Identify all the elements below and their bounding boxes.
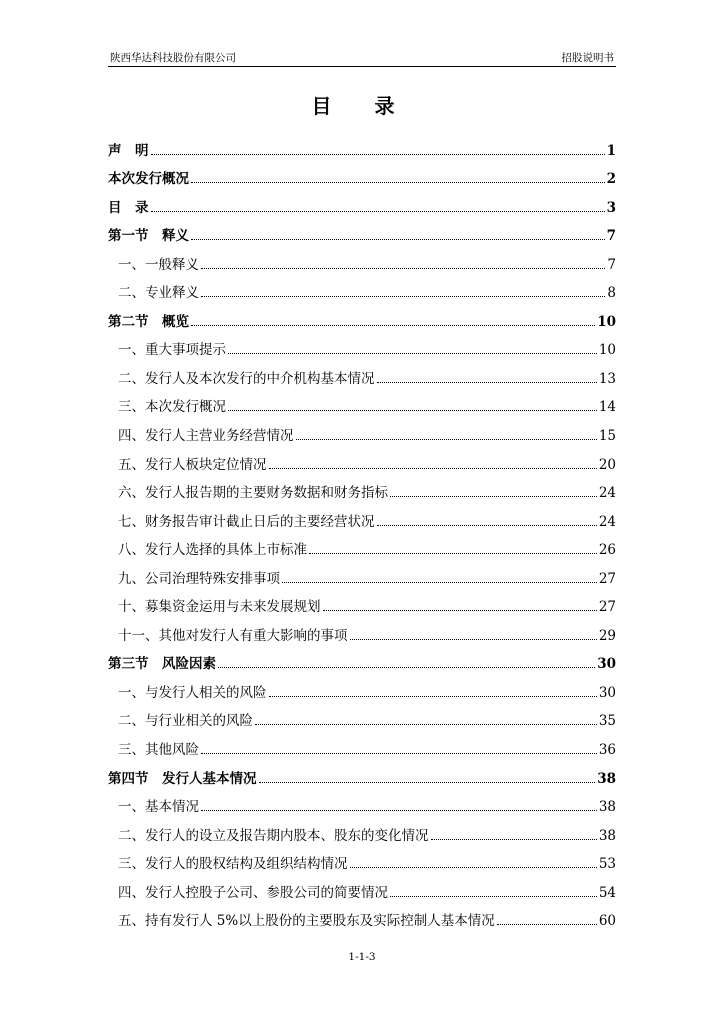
toc-leader-dots xyxy=(259,782,596,783)
toc-leader-dots xyxy=(282,582,597,583)
toc-entry-page: 24 xyxy=(598,513,616,530)
toc-entry[interactable] xyxy=(108,301,616,330)
toc-entry[interactable] xyxy=(108,530,616,559)
toc-entry-page: 36 xyxy=(598,742,616,759)
toc-leader-dots xyxy=(191,239,605,240)
toc-leader-dots xyxy=(255,724,597,725)
toc-leader-dots xyxy=(350,639,597,640)
toc-entry-page: 53 xyxy=(598,856,616,873)
toc-leader-dots xyxy=(377,525,597,526)
toc-entry-page: 3 xyxy=(606,199,616,216)
toc-entry-label: 十、募集资金运用与未来发展规划 xyxy=(118,599,321,616)
toc-entry-label: 十一、其他对发行人有重大影响的事项 xyxy=(118,627,348,644)
toc-leader-dots xyxy=(228,410,597,411)
toc-entry-page: 35 xyxy=(598,713,616,730)
toc-leader-dots xyxy=(431,839,597,840)
toc-entry-label: 七、财务报告审计截止日后的主要经营状况 xyxy=(118,513,375,530)
toc-entry-page: 10 xyxy=(597,313,616,330)
toc-entry-label: 第一节 释义 xyxy=(108,228,189,245)
toc-entry-page: 38 xyxy=(598,827,616,844)
toc-entry[interactable] xyxy=(108,187,616,216)
page-number: 1-1-3 xyxy=(348,951,376,963)
toc-entry-label: 九、公司治理特殊安排事项 xyxy=(118,570,280,587)
toc-entry-label: 五、发行人板块定位情况 xyxy=(118,456,267,473)
toc-entry-label: 八、发行人选择的具体上市标准 xyxy=(118,542,307,559)
toc-entry-label: 一、重大事项提示 xyxy=(118,342,226,359)
toc-entry-page: 29 xyxy=(598,627,616,644)
toc-entry-page: 38 xyxy=(597,770,616,787)
toc-leader-dots xyxy=(323,610,597,611)
header-doc-type: 招股说明书 xyxy=(561,52,614,64)
toc-entry[interactable] xyxy=(108,330,616,359)
toc-entry[interactable] xyxy=(108,844,616,873)
toc-entry-label: 三、发行人的股权结构及组织结构情况 xyxy=(118,856,348,873)
toc-leader-dots xyxy=(201,810,597,811)
toc-entry-label: 二、发行人及本次发行的中介机构基本情况 xyxy=(118,370,375,387)
toc-entry[interactable] xyxy=(108,358,616,387)
toc-entry-label: 六、发行人报告期的主要财务数据和财务指标 xyxy=(118,485,388,502)
toc-leader-dots xyxy=(191,325,595,326)
toc-entry-page: 38 xyxy=(598,799,616,816)
toc-entry-page: 30 xyxy=(598,684,616,701)
toc-leader-dots xyxy=(228,353,597,354)
toc-entry-page: 15 xyxy=(598,428,616,445)
toc-leader-dots xyxy=(390,496,597,497)
toc-leader-dots xyxy=(191,182,605,183)
toc-entry[interactable] xyxy=(108,415,616,444)
toc-leader-dots xyxy=(269,696,597,697)
toc-entry[interactable] xyxy=(108,901,616,930)
toc-leader-dots xyxy=(296,439,597,440)
toc-entry[interactable] xyxy=(108,558,616,587)
toc-entry-page: 8 xyxy=(607,285,616,302)
toc-entry-page: 10 xyxy=(598,342,616,359)
toc-entry-label: 声 明 xyxy=(108,142,149,159)
toc-entry-label: 第三节 风险因素 xyxy=(108,656,216,673)
toc-entry-label: 二、发行人的设立及报告期内股本、股东的变化情况 xyxy=(118,827,429,844)
toc-entry[interactable] xyxy=(108,444,616,473)
toc-entry[interactable] xyxy=(108,758,616,787)
toc-entry-page: 60 xyxy=(598,913,616,930)
toc-entry-page: 54 xyxy=(598,884,616,901)
toc-leader-dots xyxy=(201,753,597,754)
toc-entry-label: 第二节 概览 xyxy=(108,313,189,330)
toc-entry-page: 30 xyxy=(597,656,616,673)
toc-entry[interactable] xyxy=(108,244,616,273)
toc-entry-page: 24 xyxy=(598,485,616,502)
toc-entry-label: 三、其他风险 xyxy=(118,742,199,759)
toc-entry[interactable] xyxy=(108,729,616,758)
toc-entry-label: 本次发行概况 xyxy=(108,171,189,188)
toc-leader-dots xyxy=(350,867,597,868)
toc-entry[interactable] xyxy=(108,615,616,644)
toc-leader-dots xyxy=(151,211,605,212)
toc-entry-page: 7 xyxy=(606,228,616,245)
toc-entry[interactable] xyxy=(108,787,616,816)
header-company: 陕西华达科技股份有限公司 xyxy=(110,52,236,64)
toc-entry-label: 三、本次发行概况 xyxy=(118,399,226,416)
toc-leader-dots xyxy=(309,553,597,554)
toc-entry-label: 二、专业释义 xyxy=(118,285,199,302)
toc-leader-dots xyxy=(201,268,605,269)
toc-leader-dots xyxy=(377,382,597,383)
toc-entry[interactable] xyxy=(108,387,616,416)
toc-entry-label: 目 录 xyxy=(108,199,149,216)
page-header xyxy=(108,48,616,67)
toc-entry[interactable] xyxy=(108,672,616,701)
toc-entry-page: 14 xyxy=(598,399,616,416)
toc-entry-page: 27 xyxy=(598,570,616,587)
toc-entry-label: 五、持有发行人 5%以上股份的主要股东及实际控制人基本情况 xyxy=(118,913,495,930)
toc-entry[interactable] xyxy=(108,216,616,245)
toc-entry[interactable] xyxy=(108,872,616,901)
toc-entry[interactable] xyxy=(108,130,616,159)
toc-entry[interactable] xyxy=(108,473,616,502)
toc-leader-dots xyxy=(201,296,605,297)
toc-entry-page: 7 xyxy=(607,256,616,273)
toc-leader-dots xyxy=(151,154,605,155)
toc-entry-label: 四、发行人主营业务经营情况 xyxy=(118,428,294,445)
toc-entry-page: 20 xyxy=(598,456,616,473)
toc-entry[interactable] xyxy=(108,159,616,188)
toc-entry-label: 四、发行人控股子公司、参股公司的简要情况 xyxy=(118,884,388,901)
toc-leader-dots xyxy=(218,667,595,668)
table-of-contents xyxy=(108,130,616,929)
toc-entry-page: 2 xyxy=(606,171,616,188)
toc-entry[interactable] xyxy=(108,501,616,530)
toc-entry-label: 一、基本情况 xyxy=(118,799,199,816)
toc-entry-page: 26 xyxy=(598,542,616,559)
toc-entry-page: 1 xyxy=(606,142,616,159)
toc-entry-page: 27 xyxy=(598,599,616,616)
toc-entry[interactable] xyxy=(108,644,616,673)
toc-entry[interactable] xyxy=(108,273,616,302)
toc-entry[interactable] xyxy=(108,587,616,616)
toc-entry-label: 一、与发行人相关的风险 xyxy=(118,684,267,701)
toc-leader-dots xyxy=(497,924,597,925)
toc-entry-label: 第四节 发行人基本情况 xyxy=(108,770,257,787)
toc-entry[interactable] xyxy=(108,701,616,730)
toc-entry-label: 一、一般释义 xyxy=(118,256,199,273)
page-title: 目 录 xyxy=(311,94,413,118)
toc-entry-page: 13 xyxy=(598,370,616,387)
toc-leader-dots xyxy=(390,896,597,897)
toc-entry-label: 二、与行业相关的风险 xyxy=(118,713,253,730)
toc-leader-dots xyxy=(269,468,597,469)
toc-entry[interactable] xyxy=(108,815,616,844)
